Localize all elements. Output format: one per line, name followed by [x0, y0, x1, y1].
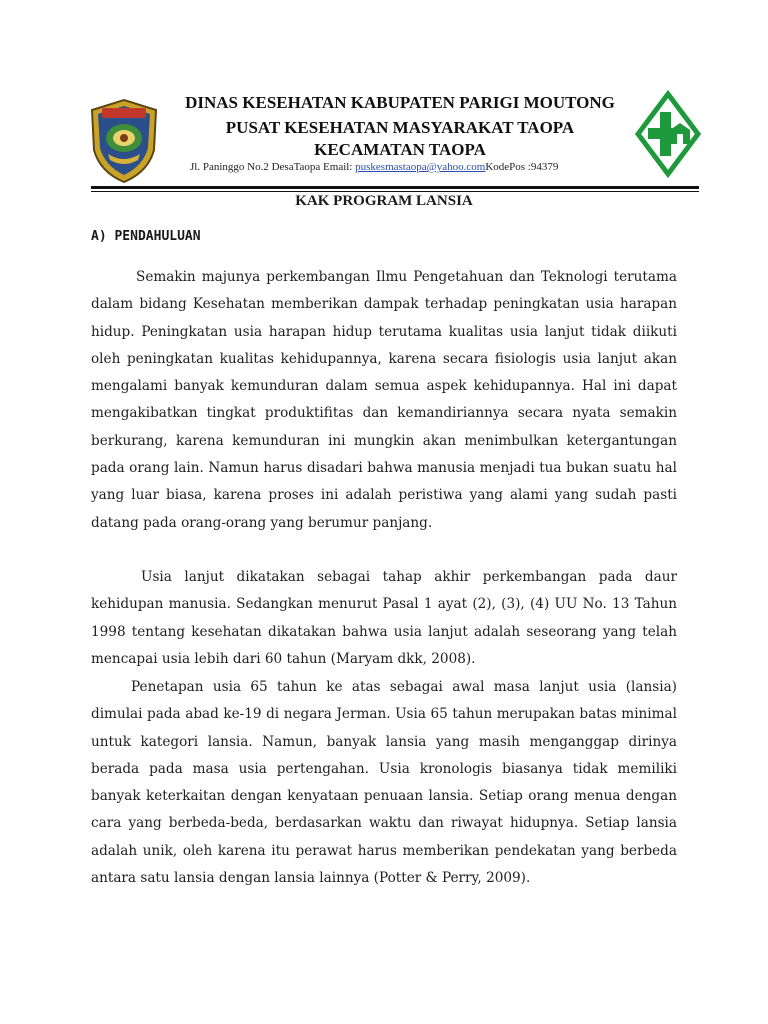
agency-name: DINAS KESEHATAN KABUPATEN PARIGI MOUTONG	[185, 93, 615, 112]
paragraph: Usia lanjut dikatakan sebagai tahap akhir perkembangan pada daur kehidupan manusia. Sedangkan menurut Pasal 1 ayat (2), (3), (4) UU No. 13 Tahun 1998 tentang kesehatan dikatakan bahwa usia lanjut adalah seseorang yang telah mencapai usia lebih dari 60 tahun (Maryam dkk, 2008).	[91, 569, 677, 667]
health-center-name: PUSAT KESEHATAN MASYARAKAT TAOPA	[225, 118, 575, 137]
paragraph: Semakin majunya perkembangan Ilmu Pengetahuan dan Teknologi terutama dalam bidang Kesehatan memberikan dampak terhadap peningkatan usia harapan hidup. Peningkatan usia harapan hidup terutama kualitas usia lanjut tidak diikuti oleh peningkatan kualitas kehidupannya, karena secara fisiologis usia lanjut akan mengalami banyak kemunduran dalam semua aspek kehidupannya. Hal ini dapat mengakibatkan tingkat produktifitas dan kemandiriannya secara nyata semakin berkurang, karena kemunduran ini mungkin akan menimbulkan ketergantungan pada orang lain. Namun harus disadari bahwa manusia menjadi tua bukan suatu hal yang luar biasa, karena proses ini adalah peristiwa yang alami yang sudah pasti datang pada orang-orang yang berumur panjang.	[91, 269, 677, 531]
document-title: KAK PROGRAM LANSIA	[295, 193, 473, 209]
paragraph: Penetapan usia 65 tahun ke atas sebagai awal masa lanjut usia (lansia) dimulai pada abad ke-19 di negara Jerman. Usia 65 tahun merupakan batas minimal untuk kategori lansia. Namun, banyak lansia yang masih menganggap dirinya berada pada masa usia pertengahan. Usia kronologis biasanya tidak memiliki banyak keterkaitan dengan kenyataan penuaan lansia. Setiap orang menua dengan cara yang berbeda-beda, berdasarkan waktu dan riwayat hidupnya. Setiap lansia adalah unik, oleh karena itu perawat harus memberikan pendekatan yang berbeda antara satu lansia dengan lansia lainnya (Potter & Perry, 2009).	[91, 679, 677, 887]
email-link[interactable]: puskesmastaopa@yahoo.com	[355, 161, 486, 173]
address-text: Jl. Paninggo No.2 DesaTaopa Email:	[190, 161, 356, 173]
letterhead-divider	[91, 186, 699, 189]
contact-line	[190, 161, 650, 173]
postcode-text: KodePos :94379	[485, 161, 559, 173]
district-name: KECAMATAN TAOPA	[314, 140, 486, 159]
section-heading: A) PENDAHULUAN	[91, 229, 201, 244]
letterhead-divider-thin	[91, 191, 699, 192]
